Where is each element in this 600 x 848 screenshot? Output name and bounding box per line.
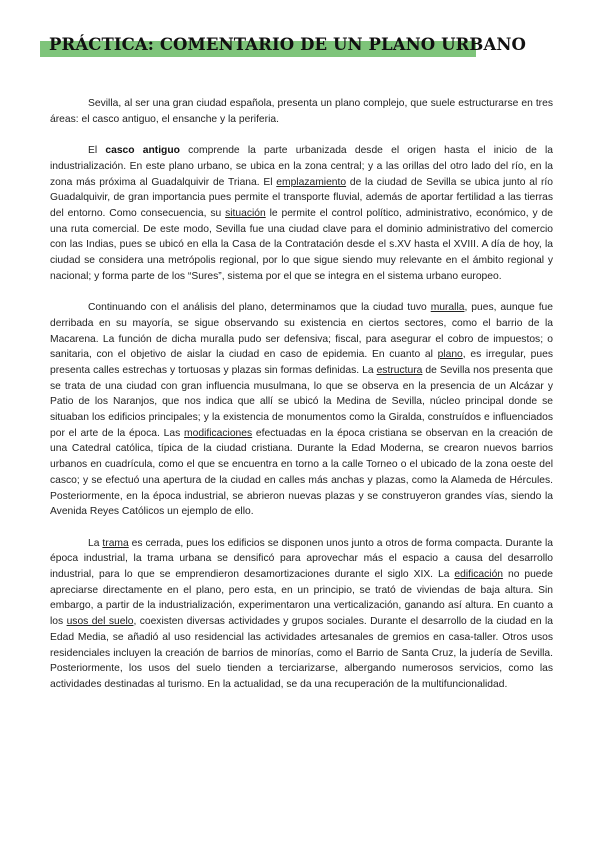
paragraph-muralla-estructura (50, 300, 553, 520)
title-block (40, 33, 527, 57)
text-run: El (88, 145, 106, 157)
underlined-term: trama (102, 537, 129, 549)
underlined-term: usos del suelo (66, 616, 134, 628)
underlined-term: muralla (430, 302, 465, 314)
text-run: comprende la parte urbanizada desde el origen hasta el inicio de la industrialización. En este plano urbano, se ubica en la zona central; y a las orillas del otro lado del río, en la zona más próxima al Guadalquivir de Triana. El (50, 145, 554, 188)
text-run: no puede apreciarse directamente en el plano, pero esta, en un principio, se trató de viviendas de baja altura. Sin embargo, a partir de la industrialización, experimentaron una verticalización, ganando así altura. En cuanto a los (50, 569, 553, 628)
underlined-term: estructura (376, 364, 423, 376)
page-title: PRÁCTICA: COMENTARIO DE UN PLANO URBANO (49, 35, 527, 54)
text-run: , coexisten diversas actividades y grupos sociales. Durante el desarrollo de la ciudad en la Edad Media, se añadió al uso residencial las actividades artesanales de gremios en casa-taller. Otros usos residenciales incluyen la creación de barrios de minorías, como el Barrio de Santa Cruz, la judería de Sevilla. Posteriormente, los usos del suelo tienden a terciarizarse, albergando numerosos servicios, como las actividades destinadas al turismo. En la actualidad, se da una recuperación de la multifuncionalidad. (50, 616, 553, 690)
text-run: efectuadas en la época cristiana se observan en la creación de una Catedral católica, típica de la ciudad cristiana. Durante la Edad Moderna, se crearon nuevos barrios urbanos en cuadrícula, como el que se encuentra en torno a la calle Torneo o el ubicado de la zona oeste del casco; y se efectuó una apertura de la ciudad en calles más anchas y plazas, como la Alameda de Hércules. Posteriormente, en la época industrial, se abrieron nuevas plazas y se construyeron grandes vías, siendo la Avenida Reyes Católicos un ejemplo de ello. (50, 427, 553, 518)
text-run: de Sevilla nos presenta que se trata de una ciudad con gran influencia musulmana, lo que se observa en la presencia de un Alcázar y Patio de los Naranjos, que nos indica que allí se ubicó la Medina de Sevilla, núcleo principal donde se situaban los edificios principales; y la existencia de monumentos como la Giralda, construídos e influenciados por el arte de la época. Las (50, 364, 553, 439)
underlined-term: edificación (454, 569, 504, 581)
paragraph-trama-usos (50, 536, 553, 693)
text-run: Continuando con el análisis del plano, determinamos que la ciudad tuvo (88, 302, 431, 314)
text-run: le permite el control político, administrativo, económico, y de una ruta comercial. De este modo, Sevilla fue una ciudad clave para el dominio administrativo del comercio con las Indias, pues se ubicó en ella la Casa de la Contratación desde el s.XV hasta el XVIII. A día de hoy, la ciudad se considera una metrópolis regional, por lo que sigue siendo muy relevante en el ámbito regional y nacional; y forma parte de los “Sures”, sistema por el que se integra en el sistema urbano europeo. (50, 207, 553, 282)
underlined-term: situación (225, 207, 266, 219)
text-run: La (88, 537, 103, 549)
text-run: es cerrada, pues los edificios se disponen unos junto a otros de forma compacta. Durante la época industrial, la trama urbana se densificó para aprovechar más el espacio a causa del desarrollo industrial, para lo que se emprendieron desamortizaciones durante el siglo XIX. La (50, 537, 553, 581)
text-run: , es irregular, pues presenta calles estrechas y tortuosas y plazas sin formas definidas. La (50, 349, 553, 376)
text-run: , pues, aunque fue derribada en su mayoría, se sigue observando su existencia en ciertos sectores, como el barrio de la Macarena. La función de dicha muralla pudo ser defensiva; fiscal, para asegurar el cobro de impuestos; o sanitaria, con el objetivo de aislar la ciudad en caso de epidemia. En cuanto al (50, 302, 554, 361)
text-run: Sevilla, al ser una gran ciudad española, presenta un plano complejo, que suele estructurarse en tres áreas: el casco antiguo, el ensanche y la periferia. (50, 98, 553, 125)
paragraph-intro (50, 96, 553, 127)
paragraph-casco-antiguo (50, 143, 553, 284)
underlined-term: emplazamiento (276, 176, 347, 188)
underlined-term: modificaciones (184, 427, 253, 439)
bold-term: casco antiguo (105, 145, 180, 157)
text-run: de la ciudad de Sevilla se ubica junto al río Guadalquivir, de gran importancia pues permite el transporte fluvial, además de aportar fertilidad a las tierras del entorno. Como consecuencia, su (50, 176, 554, 219)
document-body (50, 96, 553, 708)
underlined-term: plano (437, 349, 463, 361)
